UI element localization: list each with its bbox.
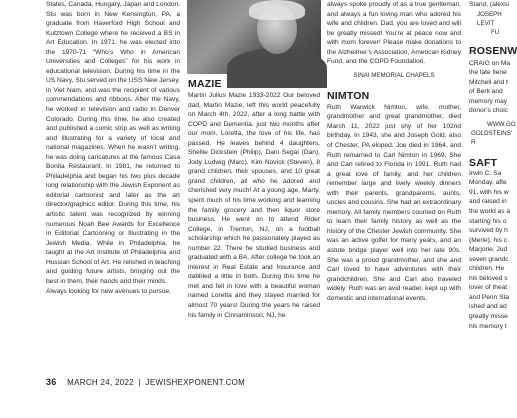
partial-line: 91, with his w — [469, 188, 509, 196]
partial-line: ished and ad — [469, 303, 507, 311]
partial-line: (Merle), his c — [469, 236, 508, 244]
partial-line: his memory t — [469, 322, 507, 330]
obituary-heading-saft: SAFT — [469, 156, 498, 169]
obituary-text-nimton: Ruth Warwick Nimton, wife, mother, grandmother and great grandmother, died March 11, 2022 just shy of her 102nd birthday. In 1943, she and Joseph Gold, also of Chester, PA eloped. Joe died in 1964, and Ruth remarried to Carl Nimton in 1969. She and Carl retired to Florida in 1991. Ruth had a great love of family, and her children remember large and lively weekly dinners with their parents, grandparents, aunts, uncles and cousins. She had an extraordinary memory. All family members counted on Ruth to learn their family history as well as the history of the Chester Jewish community. She was an active golfer for many years, and an astute bridge player well into her late 90s. She was a proud grandmother, and she and Carl loved to have adventures with their grandchildren. She and Carl also traveled widely. Ruth was an avid reader, kept up with domestic and international events, — [327, 103, 463, 302]
partial-line: Monday, afte — [469, 179, 507, 187]
column-4-partial — [469, 0, 517, 362]
obituary-text-continued: States, Canada, Hungary, Japan and London. Stu was born in New Kensington, PA, a graduate from Haverford High School and Kutztown College where he received a BS in Art Education. In 1971, he was elected into the 1970-71 “Who’s Who in American Universities and Colleges” for his work in educational television. During his time in the US Navy, Stu served on the USS New Jersey, in Viet Nam, and was the recipient of various commendations and ribbons. After the Navy, he worked in television and radio in Denver Colorado. During this time, he also created and published a comic strip as well as writing and illustrating for a variety of local and national magazines. When he wasn’t writing, he was doing caricatures at the famous Casa Bonita Restaurant. In 1981, he returned to Philadelphia and began his two plus decade long relationship with the Jewish Exponent as editorial cartoonist and later as the art director/graphics editor. During this time, his artistic talent was recognized by winning numerous Noah Bee Awards for Excellence in Editorial Cartooning or Illustrating in the Jewish Media. While in Philadelphia, he taught at the Art Institute of Philadelphia and Hussian School of Art. He relished in teaching and guiding future artists, bringing out the best in them, their hands and their minds. — [46, 1, 182, 285]
partial-line: FU — [491, 28, 500, 36]
partial-line: Marjorie, Jud — [469, 246, 508, 254]
page-number: 36 — [46, 377, 57, 387]
partial-line: Irwin C. Sa — [469, 169, 502, 177]
column-3 — [327, 0, 461, 362]
partial-line: CRAIG on Ma — [469, 59, 511, 67]
obituary-heading-mazie: MAZIE — [188, 78, 222, 90]
partial-line: and Penn Sta — [469, 293, 509, 301]
partial-line: donor’s choic — [469, 107, 508, 115]
obituary-heading-nimton: NIMTON — [327, 89, 370, 102]
partial-line: children. He — [469, 265, 505, 273]
chapel-credit: SINAI MEMORIAL CHAPELS — [353, 71, 435, 79]
page-footer — [46, 377, 245, 387]
saft-lines — [469, 169, 512, 331]
footer-separator: | — [138, 378, 141, 387]
partial-line: seven grandc — [469, 255, 509, 263]
obituary-text-last-line: Always looking for new avenues to pursue, — [46, 288, 171, 296]
partial-line: of Berk and — [469, 88, 503, 96]
partial-line: GOLDSTEINS’ R — [471, 129, 513, 146]
partial-line: survived by h — [469, 227, 508, 235]
obituary-heading-rosenw: ROSENW — [469, 44, 517, 57]
partial-line: memory may — [469, 97, 508, 105]
partial-line: WWW.GO — [487, 120, 516, 128]
partial-line: Mitchell and t — [469, 78, 508, 86]
partial-line: and raised in — [469, 198, 507, 206]
partial-line: lover of theat — [469, 284, 508, 292]
partial-line: greatly misse — [469, 313, 508, 321]
partial-line: the late Ilene — [469, 69, 507, 77]
partial-line: the world as a — [469, 208, 511, 216]
issue-date: MARCH 24, 2022 — [67, 378, 135, 387]
website-link[interactable]: JEWISHEXPONENT.COM — [145, 378, 246, 387]
partial-line: Stand, (alexsi — [469, 1, 509, 8]
obituary-text-mazie: Martin Julius Mazie 1933-2022 Our beloved dad, Martin Mazie, left this world peacefully on March 4th, 2022, after a long battle with COPD and Dementia, just two months after our mom, Loretta, the love of his life, has passed. He leaves behind 4 daughters, Shellie Dickstein (Philip), Dani Segal (Dan), Jody Ludwig (Marc), Kim Novick (Steven), 8 grand children, their spouses, and 10 great grand children, all who he adored and cherished very much! At a young age, Marty, spent much of his time working and learning the family grocery and then liquor store business. He went on to attend Rider College, in Trenton, NJ, on a football scholarship which he passionately played as number 22. There he studied business and graduated with a BA. After college he took an interest in Real Estate and Insurance and dabbled a little in both. During this time he met and fell in love with a beautiful woman named Loretta and they stayed married for almost 70 years! During the years he raised his family in Cinnaminson, NJ, he — [188, 92, 322, 319]
column-2 — [188, 0, 320, 362]
column-1 — [46, 0, 180, 362]
partial-line: starting his o — [469, 217, 507, 225]
partial-line: JOSEPH LEVIT — [477, 10, 502, 27]
obituary-text-mazie-continued: always spoke proudly of as a true gentleman, and always a fun loving man who adored his wife and children. Dad, you are loved and will be greatly missed! You’re at peace now and with mom forever! Please make donations to the Alzheimer’s Association, American Kidney Fund, and the COPD Foundation. — [327, 1, 463, 66]
partial-line: his beloved s — [469, 274, 508, 282]
